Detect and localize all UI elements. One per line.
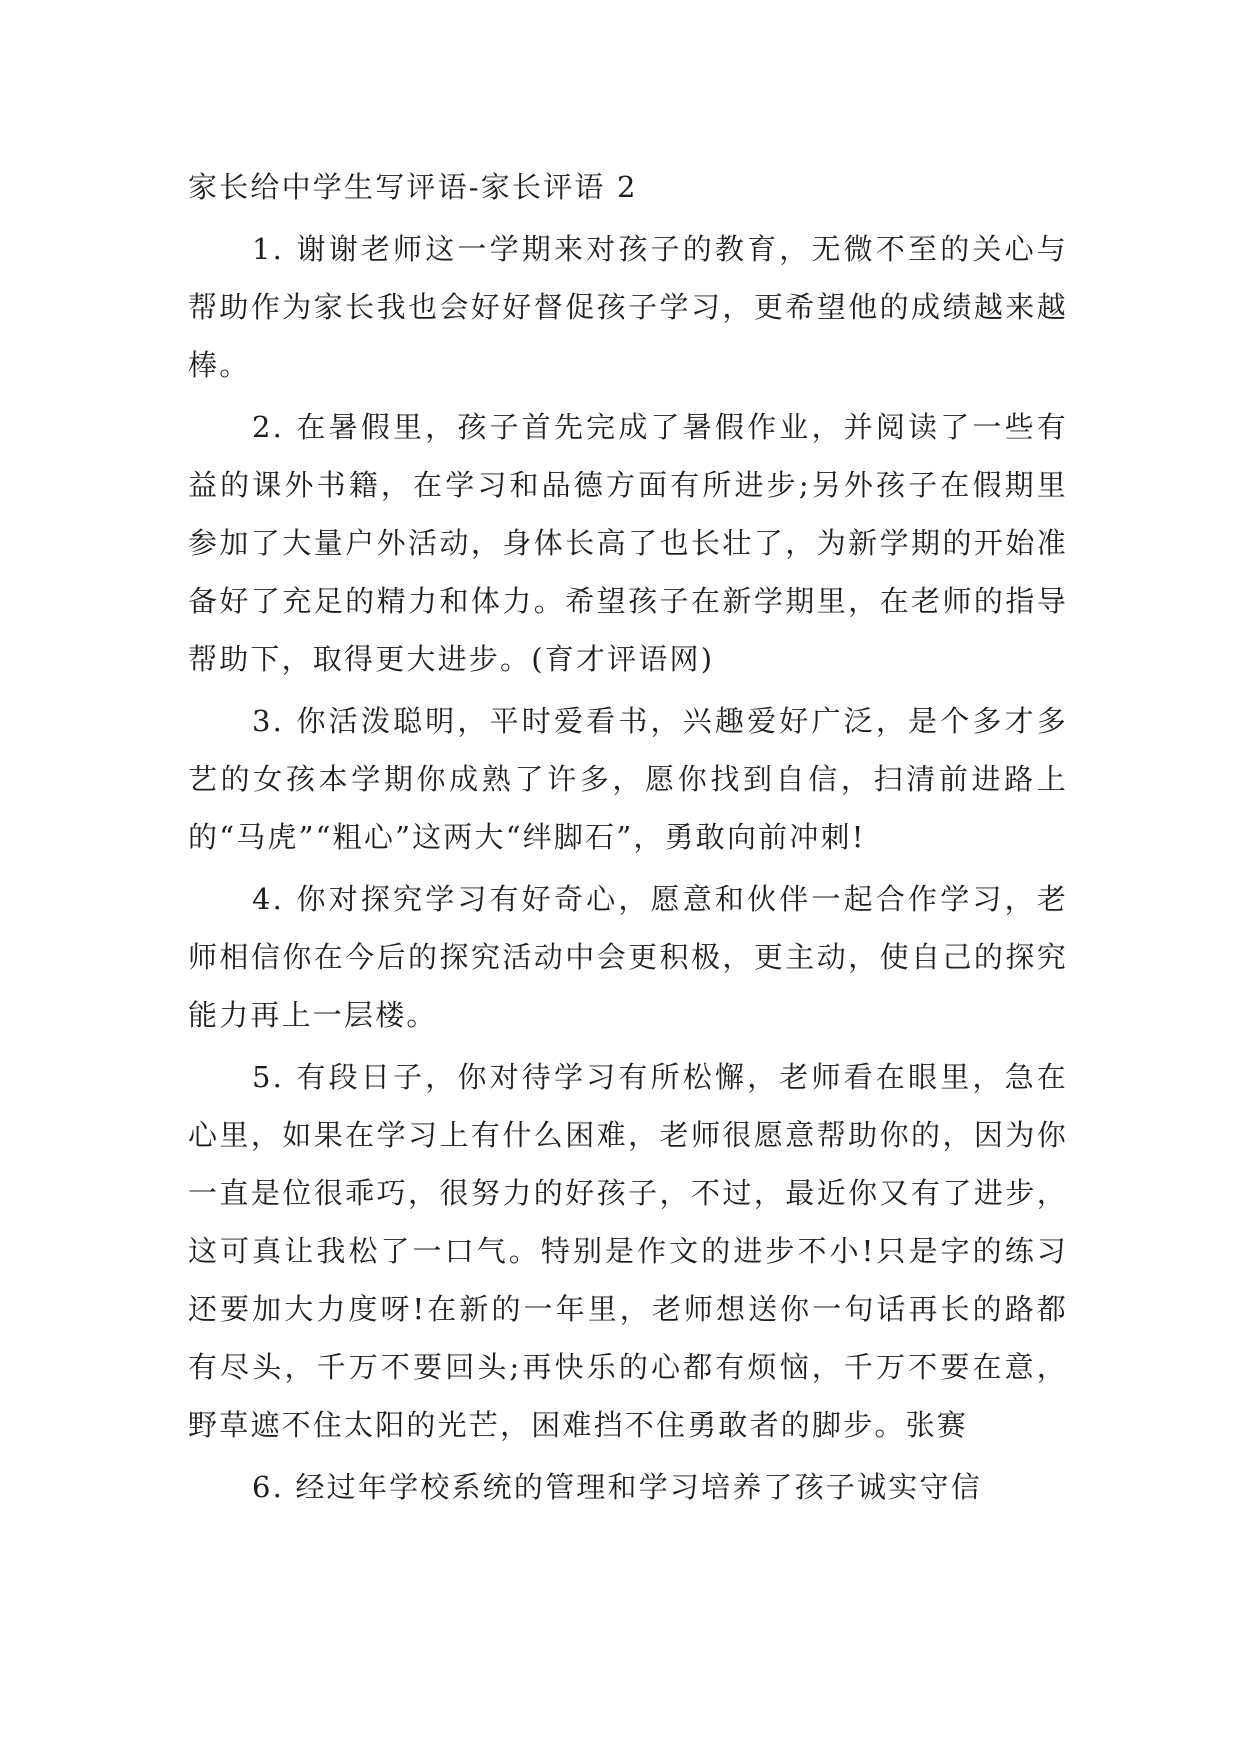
document-body [188, 158, 1068, 1520]
paragraph-4: 4. 你对探究学习有好奇心，愿意和伙伴一起合作学习，老师相信你在今后的探究活动中会更积极，更主动，使自己的探究能力再上一层楼。 [188, 882, 1068, 1032]
paragraph-5: 5. 有段日子，你对待学习有所松懈，老师看在眼里，急在心里，如果在学习上有什么困难，老师很愿意帮助你的，因为你一直是位很乖巧，很努力的好孩子，不过，最近你又有了进步，这可真让我松了一口气。特别是作文的进步不小!只是字的练习还要加大力度呀!在新的一年里，老师想送你一句话再长的路都有尽头，千万不要回头;再快乐的心都有烦恼，千万不要在意，野草遮不住太阳的光芒，困难挡不住勇敢者的脚步。张赛 [188, 1060, 1068, 1442]
paragraph-3: 3. 你活泼聪明，平时爱看书，兴趣爱好广泛，是个多才多艺的女孩本学期你成熟了许多，愿你找到自信，扫清前进路上的“马虎”“粗心”这两大“绊脚石”，勇敢向前冲刺! [188, 704, 1068, 854]
paragraph-6: 6. 经过年学校系统的管理和学习培养了孩子诚实守信 [252, 1470, 982, 1504]
paragraph-2: 2. 在暑假里，孩子首先完成了暑假作业，并阅读了一些有益的课外书籍，在学习和品德方面有所进步;另外孩子在假期里参加了大量户外活动，身体长高了也长壮了，为新学期的开始准备好了充足的精力和体力。希望孩子在新学期里，在老师的指导帮助下，取得更大进步。(育才评语网) [188, 410, 1068, 676]
document-title: 家长给中学生写评语-家长评语 2 [188, 170, 638, 204]
paragraph-1: 1. 谢谢老师这一学期来对孩子的教育，无微不至的关心与帮助作为家长我也会好好督促孩子学习，更希望他的成绩越来越棒。 [188, 232, 1068, 382]
